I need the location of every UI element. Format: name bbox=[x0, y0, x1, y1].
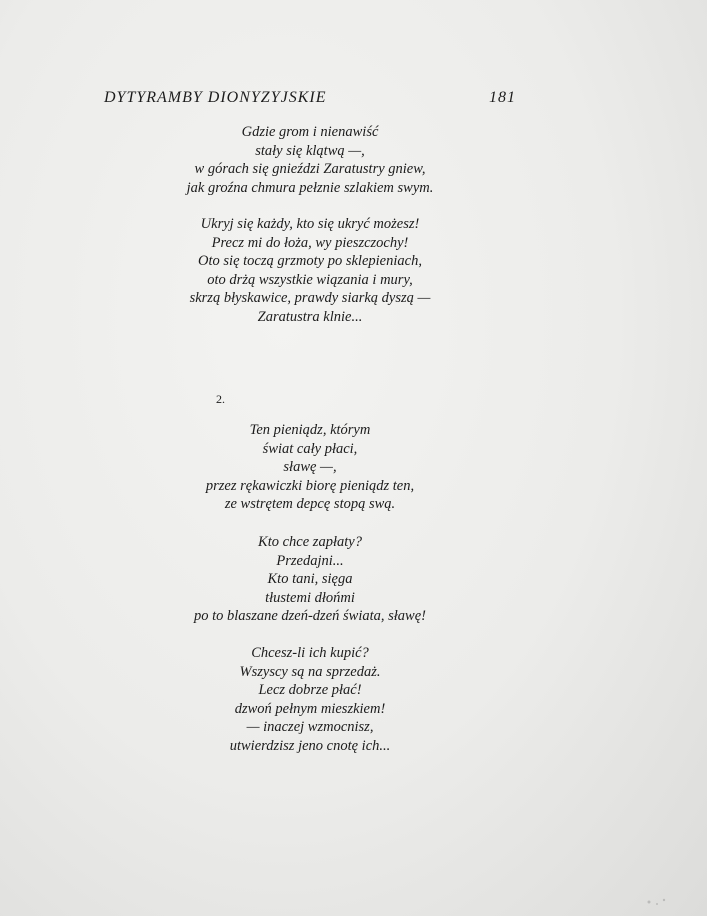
verse-line: stały się klątwą —, bbox=[255, 142, 365, 159]
verse-line: dzwoń pełnym mieszkiem! bbox=[234, 700, 386, 717]
verse-line: Gdzie grom i nienawiść bbox=[241, 124, 379, 140]
verse-line: Oto się toczą grzmoty po sklepieniach, bbox=[198, 253, 422, 269]
verse-line: w górach się gnieździ Zaratustry gniew, bbox=[194, 161, 426, 177]
stanza-1 bbox=[100, 123, 520, 197]
stanza-3 bbox=[100, 421, 520, 514]
verse-line: utwierdzisz jeno cnotę ich... bbox=[229, 737, 391, 754]
verse-line: Lecz dobrze płać! bbox=[258, 682, 362, 698]
verse-line: Ukryj się każdy, kto się ukryć możesz! bbox=[200, 216, 420, 232]
stanza-4 bbox=[100, 533, 520, 626]
verse-line: sławę —, bbox=[283, 459, 337, 475]
verse-line: Zaratustra klnie... bbox=[257, 308, 363, 325]
verse-line: po to blaszane dzeń-dzeń świata, sławę! bbox=[194, 608, 426, 624]
verse-line: oto drżą wszystkie wiązania i mury, bbox=[207, 271, 413, 288]
verse-line: Przedajni... bbox=[276, 552, 344, 569]
verse-line: tłustemi dłońmi bbox=[265, 589, 355, 606]
running-title: DYTYRAMBY DIONYZYJSKIE bbox=[104, 89, 327, 106]
verse-line: Precz mi do łoża, wy pieszczochy! bbox=[211, 234, 409, 251]
verse-line: Wszyscy są na sprzedaż. bbox=[239, 663, 381, 680]
verse-line: Chcesz-li ich kupić? bbox=[251, 645, 369, 661]
verse-line: Kto tani, sięga bbox=[267, 571, 353, 587]
stanza-5 bbox=[100, 644, 520, 755]
verse-line: Kto chce zapłaty? bbox=[258, 534, 362, 550]
verse-line: ze wstrętem depcę stopą swą. bbox=[224, 496, 396, 512]
section-number: 2. bbox=[216, 392, 225, 406]
stanza-2 bbox=[100, 215, 520, 326]
paper-blemish bbox=[629, 884, 699, 914]
verse-line: jak groźna chmura pełznie szlakiem swym. bbox=[186, 179, 434, 196]
verse-line: Ten pieniądz, którym bbox=[249, 422, 371, 438]
page-number: 181 bbox=[489, 89, 516, 106]
running-header bbox=[104, 89, 516, 111]
verse-line: świat cały płaci, bbox=[262, 440, 358, 457]
verse-line: przez rękawiczki biorę pieniądz ten, bbox=[205, 477, 415, 494]
verse-line: — inaczej wzmocnisz, bbox=[246, 719, 374, 735]
verse-line: skrzą błyskawice, prawdy siarką dyszą — bbox=[189, 290, 431, 306]
